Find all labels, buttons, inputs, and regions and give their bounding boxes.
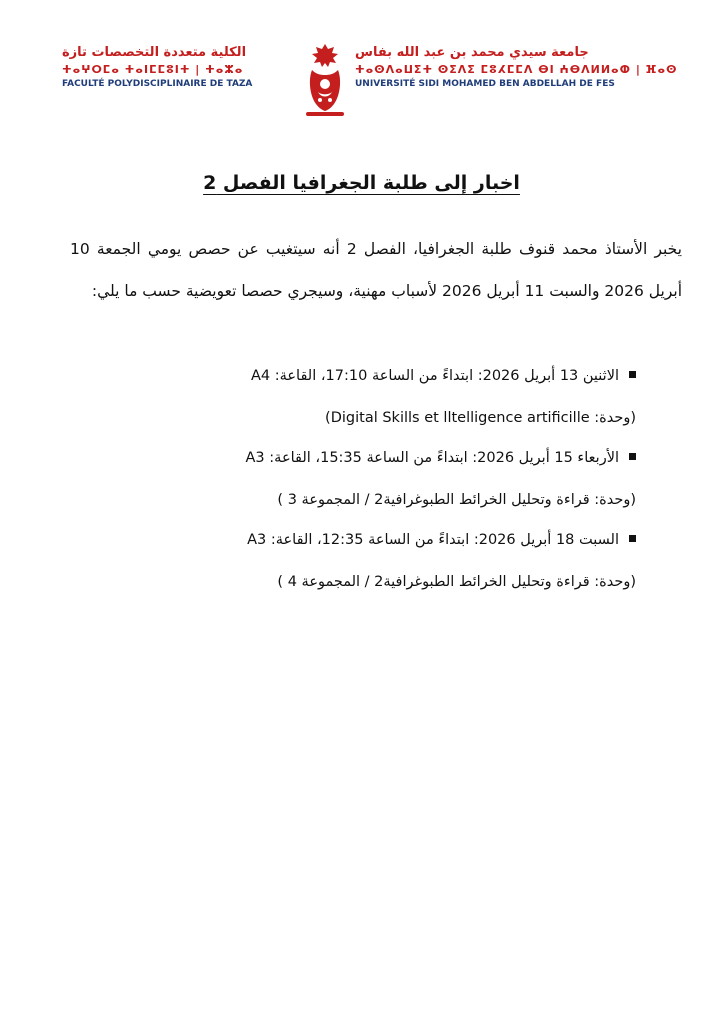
session-item	[56, 526, 636, 596]
notice-intro-paragraph: يخبر الأستاذ محمد قنوف طلبة الجغرافيا، الفصل 2 أنه سيتغيب عن حصص يومي الجمعة 10 أبريل 2026 والسبت 11 أبريل 2026 لأسباب مهنية، وسيجري حصصا تعويضية حسب ما يلي:	[70, 240, 682, 300]
session-module: (وحدة: Digital Skills et lltelligence artificille)	[325, 410, 636, 426]
session-item	[56, 444, 636, 514]
university-name-arabic: جامعة سيدي محمد بن عبد الله بفاس	[355, 45, 589, 60]
faculty-name-arabic: الكلية متعددة التخصصات تازة	[62, 45, 247, 60]
session-schedule: الاثنين 13 أبريل 2026: ابتداءً من الساعة 17:10، القاعة: A4	[250, 368, 619, 384]
session-item	[56, 362, 636, 432]
session-schedule: الأربعاء 15 أبريل 2026: ابتداءً من الساعة 15:35، القاعة: A3	[245, 450, 619, 466]
square-bullet-icon	[629, 453, 636, 460]
faculty-name-tifinagh: ⵜⴰⵖⵔⵎⴰ ⵜⴰⵏⵎⵎⵓⵏⵜ | ⵜⴰⵣⴰ	[62, 63, 244, 76]
letterhead	[0, 0, 723, 125]
session-module: (وحدة: قراءة وتحليل الخرائط الطبوغرافية2 / المجموعة 3 )	[277, 492, 636, 508]
session-schedule: السبت 18 أبريل 2026: ابتداءً من الساعة 12:35، القاعة: A3	[247, 532, 619, 548]
session-module: (وحدة: قراءة وتحليل الخرائط الطبوغرافية2 / المجموعة 4 )	[277, 574, 636, 590]
faculty-name-french: FACULTÉ POLYDISCIPLINAIRE DE TAZA	[62, 79, 253, 89]
square-bullet-icon	[629, 371, 636, 378]
notice-title: اخبار إلى طلبة الجغرافيا الفصل 2	[203, 172, 520, 194]
university-block	[355, 44, 678, 91]
square-bullet-icon	[629, 535, 636, 542]
university-name-french: UNIVERSITÉ SIDI MOHAMED BEN ABDELLAH DE FES	[355, 79, 615, 89]
university-logo-icon	[298, 40, 352, 120]
university-name-tifinagh: ⵜⴰⵙⴷⴰⵡⵉⵜ ⵙⵉⴷⵉ ⵎⵓⵃⵎⵎⴷ ⴱⵏ ⵄⴱⴷⵍⵍⴰⵀ | ⴼⴰⵙ	[355, 63, 678, 76]
